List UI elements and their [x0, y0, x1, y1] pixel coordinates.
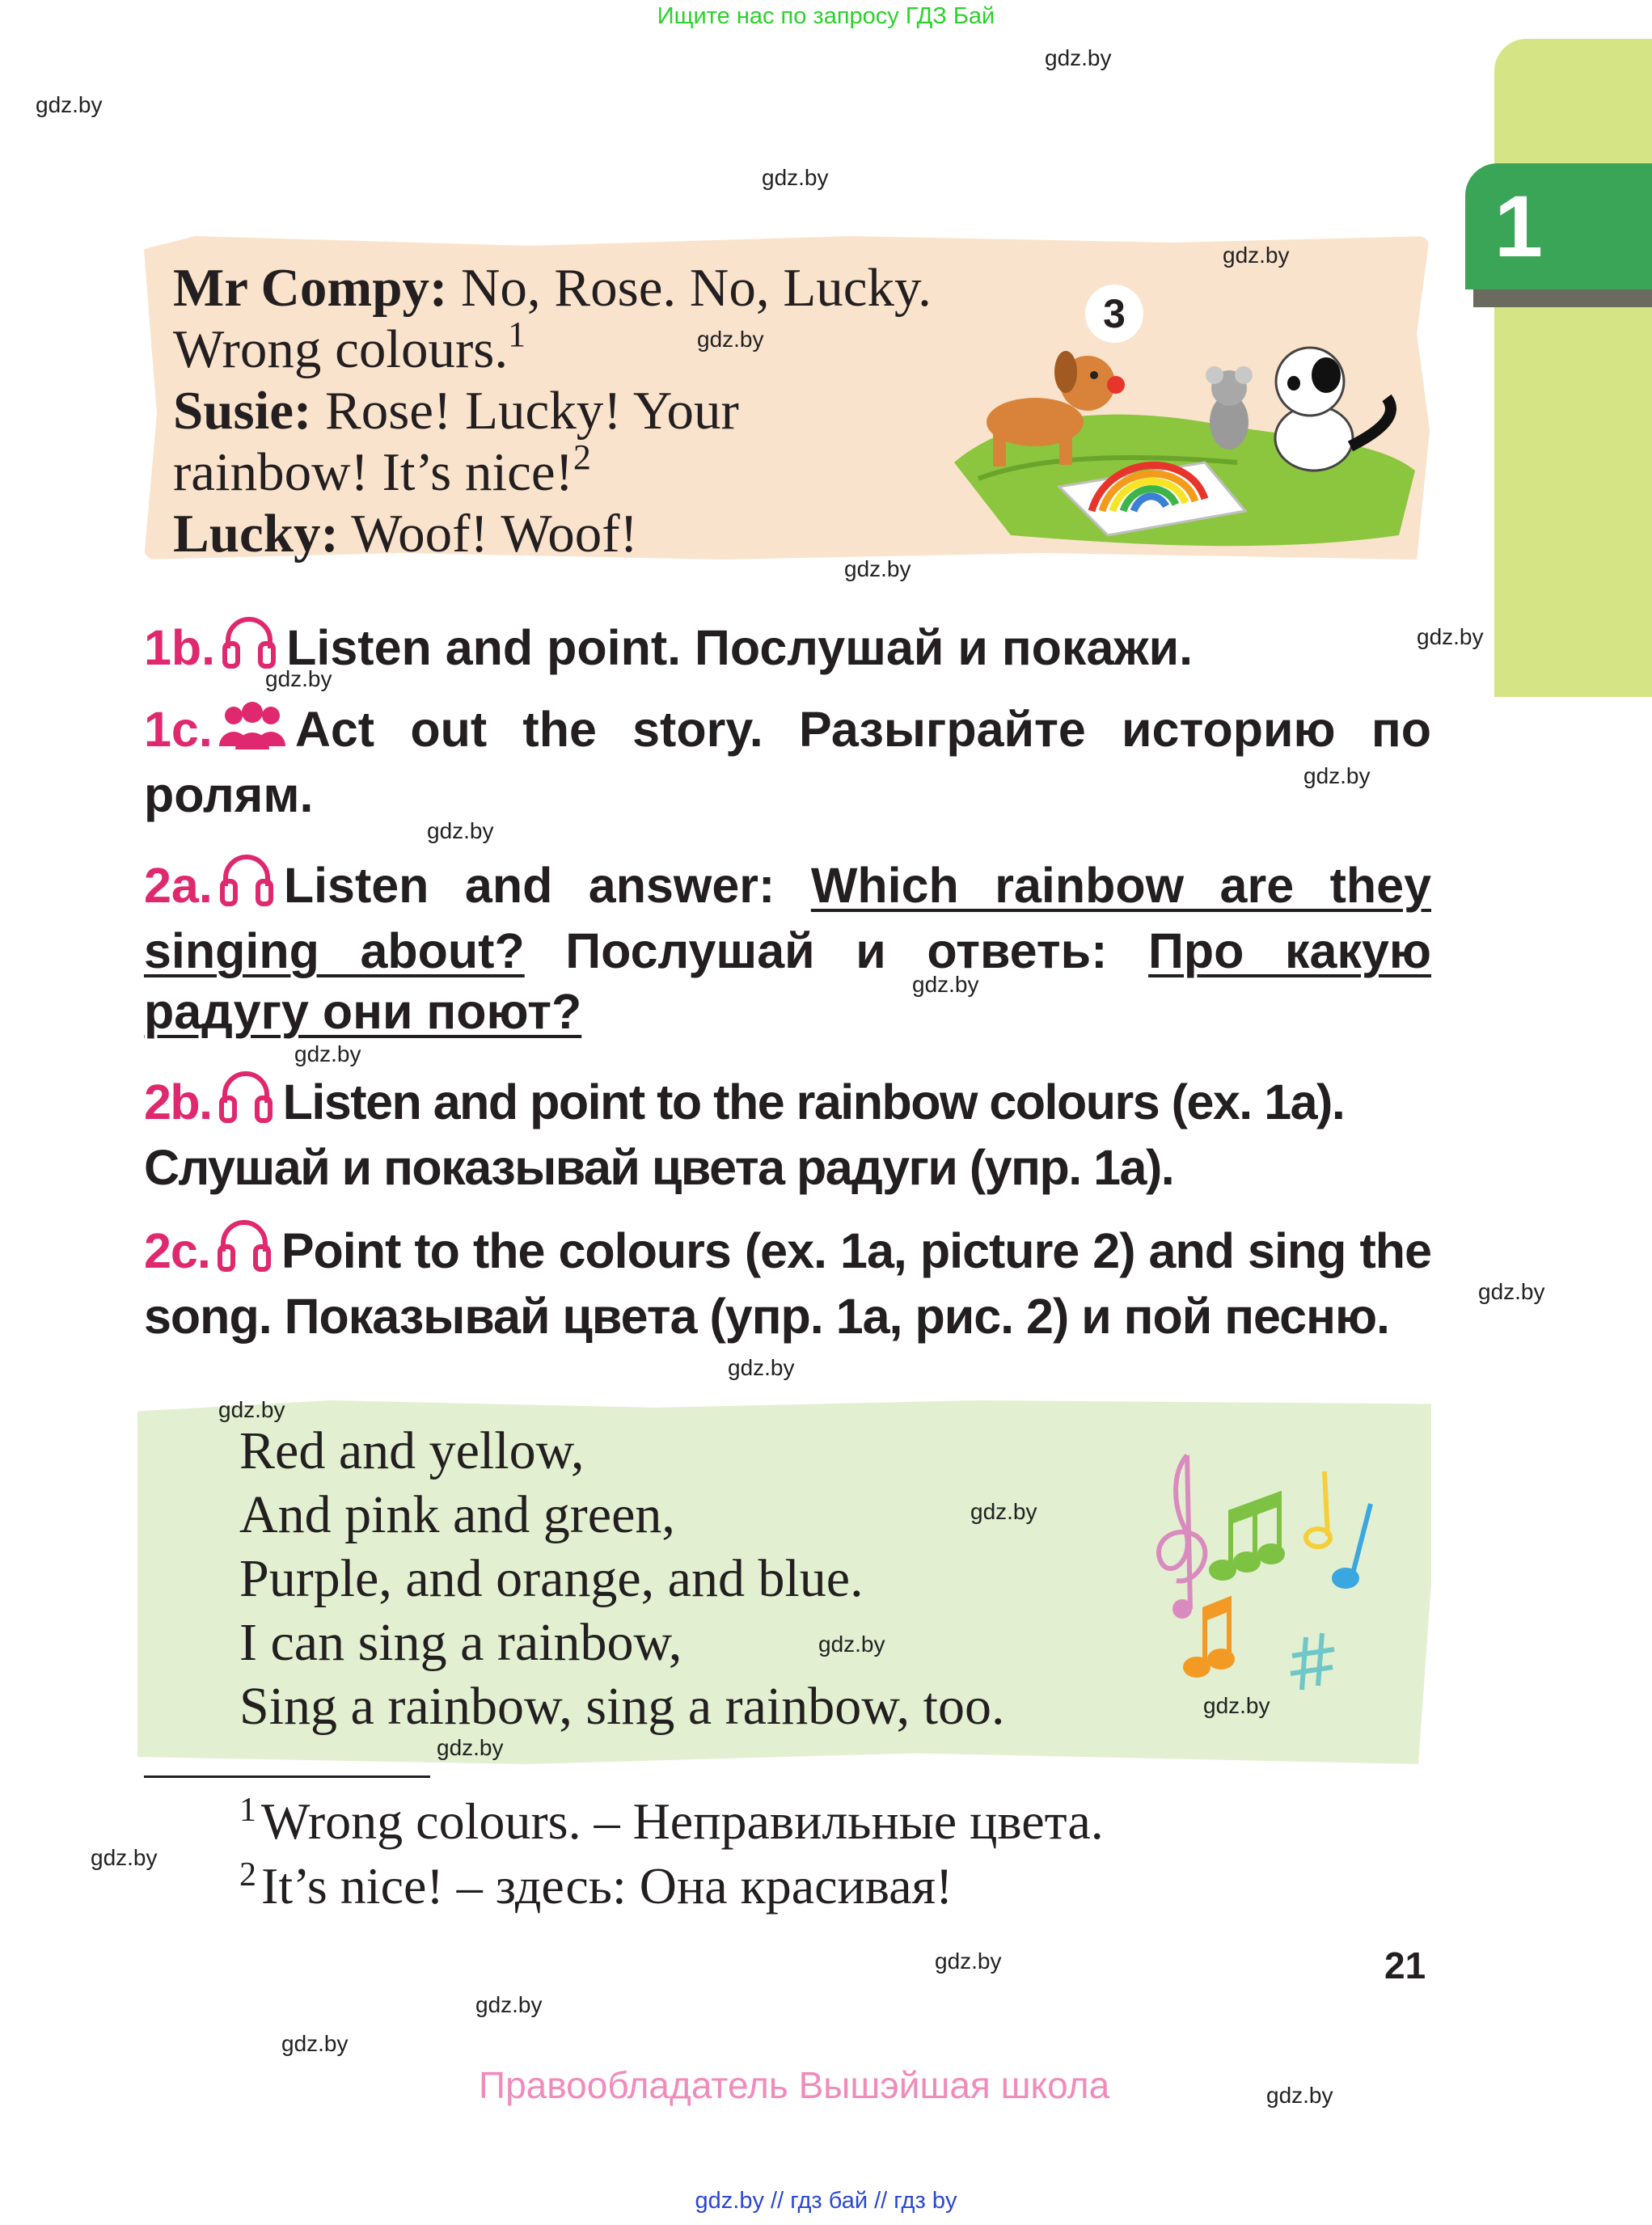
footnote [239, 1856, 953, 1916]
watermark: gdz.by [728, 1355, 795, 1380]
headphones-icon [215, 1214, 273, 1286]
line-text: Woof! Woof! [338, 504, 638, 564]
watermark: gdz.by [281, 2031, 349, 2056]
picture-number: 3 [1085, 285, 1143, 343]
exercise-1b [144, 611, 1431, 683]
speaker: Mr Compy: [173, 258, 448, 318]
watermark: gdz.by [1478, 1279, 1545, 1304]
watermark: gdz.by [970, 1499, 1037, 1524]
song-line: And pink and green, [239, 1485, 675, 1544]
yellow-note-icon [1306, 1471, 1330, 1547]
watermark: gdz.by [91, 1845, 158, 1870]
footnote-divider [144, 1775, 430, 1778]
watermark: gdz.by [762, 165, 829, 190]
treble-clef-icon [1159, 1455, 1205, 1616]
line-text: rainbow! It’s nice! [173, 442, 573, 502]
exercise-text: Listen and point to the rainbow colours (ex. 1a). Слушай и показывай цвета радуги (упр. 1a). [144, 1075, 1345, 1195]
exercise-number: 2b. [144, 1075, 212, 1129]
watermark: gdz.by [218, 1397, 285, 1422]
footnote [239, 1792, 1104, 1851]
footnote-mark: 1 [508, 315, 526, 354]
exercise-number: 1b. [144, 620, 216, 675]
song-line: Red and yellow, [239, 1421, 585, 1480]
line-text: Wrong colours. [173, 319, 509, 379]
chapter-strip [1494, 39, 1652, 697]
watermark: gdz.by [1203, 1693, 1270, 1718]
song-lyrics [239, 1419, 1004, 1738]
watermark: gdz.by [427, 818, 494, 843]
story-illustration [946, 317, 1423, 553]
headphones-icon [217, 1066, 275, 1138]
page-number: 21 [1384, 1944, 1426, 1986]
exercise-text-ru: Послушай и ответь: [524, 923, 1149, 978]
exercise-number: 2a. [144, 858, 213, 913]
chapter-tab-shadow [1473, 289, 1652, 307]
song-line: I can sing a rainbow, [239, 1613, 682, 1672]
song-line: Sing a rainbow, sing a rainbow, too. [239, 1677, 1005, 1736]
top-banner[interactable]: Ищите нас по запросу ГДЗ Бай [657, 3, 995, 29]
exercise-2b [144, 1066, 1431, 1198]
speaker: Lucky: [173, 504, 339, 564]
watermark: gdz.by [1417, 624, 1484, 649]
music-notes-illustration [1140, 1447, 1383, 1706]
exercise-text: Listen and point. Послушай и покажи. [286, 620, 1194, 675]
exercise-1c [144, 699, 1431, 825]
question-en: Which rainbow are they singing about? [144, 858, 1432, 978]
exercise-number: 1c. [144, 702, 213, 757]
orange-note-icon [1185, 1599, 1232, 1675]
exercise-2a [144, 849, 1431, 1042]
song-line: Purple, and orange, and blue. [239, 1549, 864, 1608]
green-notes-icon [1211, 1494, 1282, 1578]
footnote-mark: 1 [239, 1792, 256, 1829]
exercise-text: Point to the colours (ex. 1a, picture 2) and sing the song. Показывай цвета (упр. 1a, рис. 2) и пой песню. [144, 1223, 1431, 1344]
watermark: gdz.by [475, 1992, 543, 2017]
bottom-links[interactable]: gdz.by // гдз бай // гдз by [695, 2188, 957, 2214]
watermark: gdz.by [912, 972, 979, 997]
speaker: Susie: [173, 381, 312, 441]
story-line [173, 257, 1103, 319]
watermark: gdz.by [1045, 45, 1112, 70]
question-ru: Про какую радугу они поют? [144, 923, 1431, 1039]
exercise-text: Listen and answer: [283, 858, 811, 913]
footnote-mark: 2 [572, 437, 591, 477]
line-text: Rose! Lucky! Your [311, 381, 739, 441]
sharp-icon [1291, 1633, 1334, 1690]
watermark: gdz.by [1266, 2083, 1333, 2108]
footnote-text: Wrong colours. – Неправильные цвета. [261, 1792, 1104, 1850]
footnote-mark: 2 [239, 1856, 256, 1894]
headphones-icon [218, 849, 276, 921]
exercise-number: 2c. [144, 1223, 210, 1278]
copyright-holder: Правообладатель Вышэйшая школа [479, 2064, 1110, 2106]
watermark: gdz.by [697, 327, 764, 352]
group-icon [218, 701, 287, 765]
watermark: gdz.by [818, 1632, 885, 1657]
watermark: gdz.by [265, 666, 332, 691]
watermark: gdz.by [1223, 243, 1290, 268]
watermark: gdz.by [935, 1948, 1002, 1974]
watermark: gdz.by [844, 556, 911, 581]
watermark: gdz.by [36, 92, 103, 117]
blue-note-icon [1334, 1504, 1371, 1586]
exercise-text: Act out the story. Разыграйте историю по ролям. [144, 702, 1431, 822]
watermark: gdz.by [437, 1735, 504, 1760]
watermark: gdz.by [294, 1041, 361, 1066]
footnote-text: It’s nice! – здесь: Она красивая! [261, 1857, 953, 1915]
exercise-2c [144, 1214, 1431, 1347]
watermark: gdz.by [1303, 763, 1371, 788]
chapter-number: 1 [1465, 163, 1652, 289]
line-text: No, Rose. No, Lucky. [447, 258, 932, 318]
